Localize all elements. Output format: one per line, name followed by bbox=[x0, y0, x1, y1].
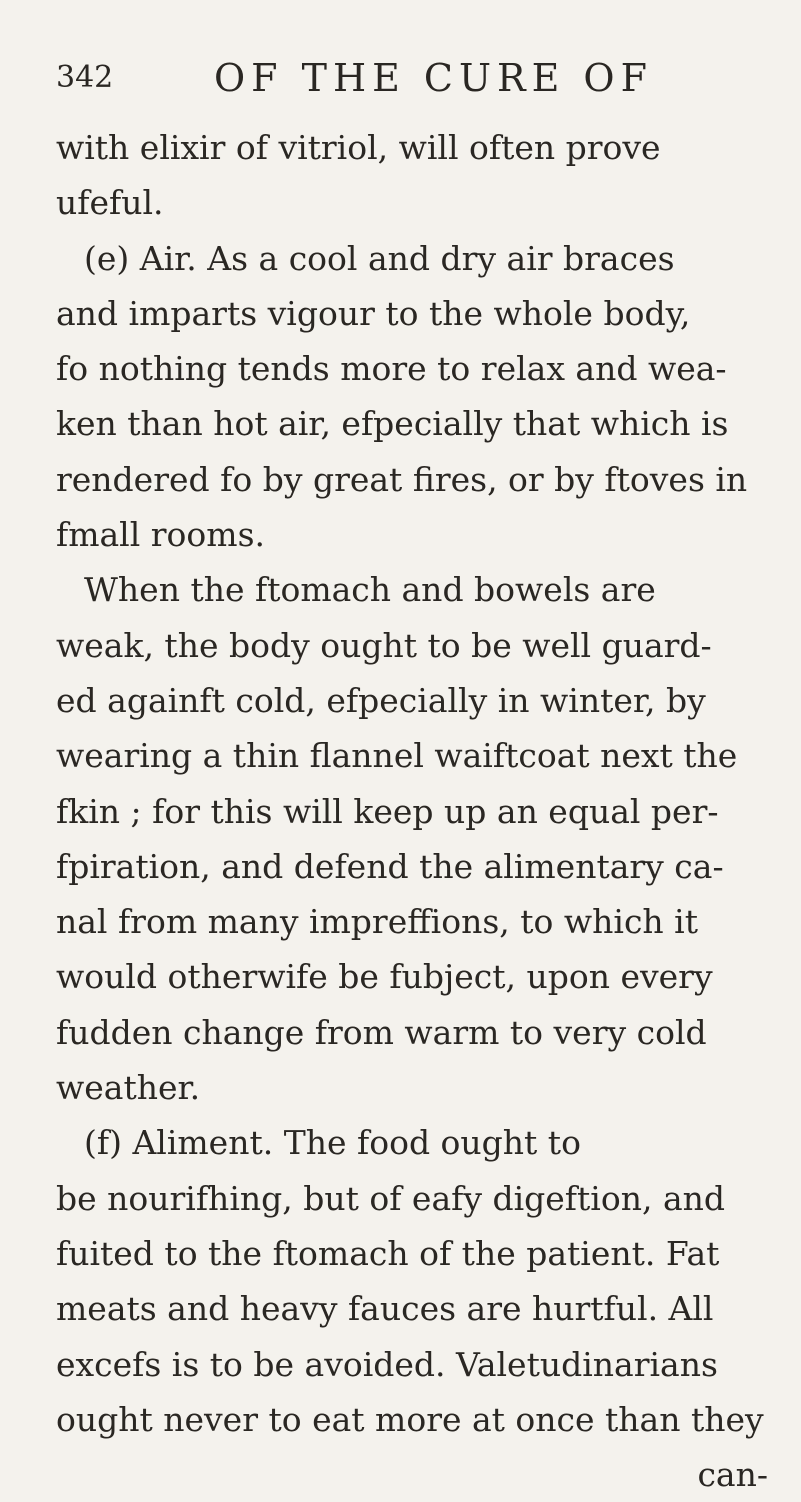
running-head: OF THE CURE OF bbox=[214, 56, 653, 100]
text-line: nal from many impreffions, to which it bbox=[56, 902, 698, 942]
text-line: meats and heavy fauces are hurtful. All bbox=[56, 1289, 714, 1329]
text-line: and imparts vigour to the whole body, bbox=[56, 293, 691, 333]
text-line: ought never to eat more at once than they bbox=[56, 1399, 764, 1439]
text-line: fkin ; for this will keep up an equal per- bbox=[56, 791, 719, 831]
text-line: rendered fo by great fires, or by ftoves in bbox=[56, 459, 748, 499]
text-line: be nourifhing, but of eafy digeftion, and bbox=[56, 1178, 725, 1218]
page-header bbox=[56, 56, 761, 106]
page-number: 342 bbox=[56, 60, 114, 95]
text-line: ufeful. bbox=[56, 183, 164, 223]
text-line: (f) Aliment. The food ought to bbox=[84, 1123, 581, 1163]
text-line: fudden change from warm to very cold bbox=[56, 1012, 707, 1052]
text-line: fpiration, and defend the alimentary ca- bbox=[56, 846, 724, 886]
text-line: ken than hot air, efpecially that which is bbox=[56, 404, 729, 444]
text-line: ed againft cold, efpecially in winter, by bbox=[56, 680, 706, 720]
text-line: fo nothing tends more to relax and wea- bbox=[56, 349, 727, 389]
text-line: weather. bbox=[56, 1068, 201, 1108]
text-line: fmall rooms. bbox=[56, 515, 266, 555]
catchword-line bbox=[56, 1447, 768, 1502]
text-line: (e) Air. As a cool and dry air braces bbox=[84, 238, 675, 278]
text-line: weak, the body ought to be well guard- bbox=[56, 625, 712, 665]
text-line: excefs is to be avoided. Valetudinarians bbox=[56, 1344, 718, 1384]
text-line: fuited to the ftomach of the patient. Fat bbox=[56, 1233, 720, 1273]
body-text bbox=[56, 120, 768, 1502]
text-line: would otherwife be fubject, upon every bbox=[56, 957, 713, 997]
text-line: wearing a thin flannel waiftcoat next the bbox=[56, 736, 738, 776]
text-line: with elixir of vitriol, will often prove bbox=[56, 128, 661, 167]
catchword: can- bbox=[697, 1455, 768, 1495]
text-line: When the ftomach and bowels are bbox=[84, 570, 656, 610]
